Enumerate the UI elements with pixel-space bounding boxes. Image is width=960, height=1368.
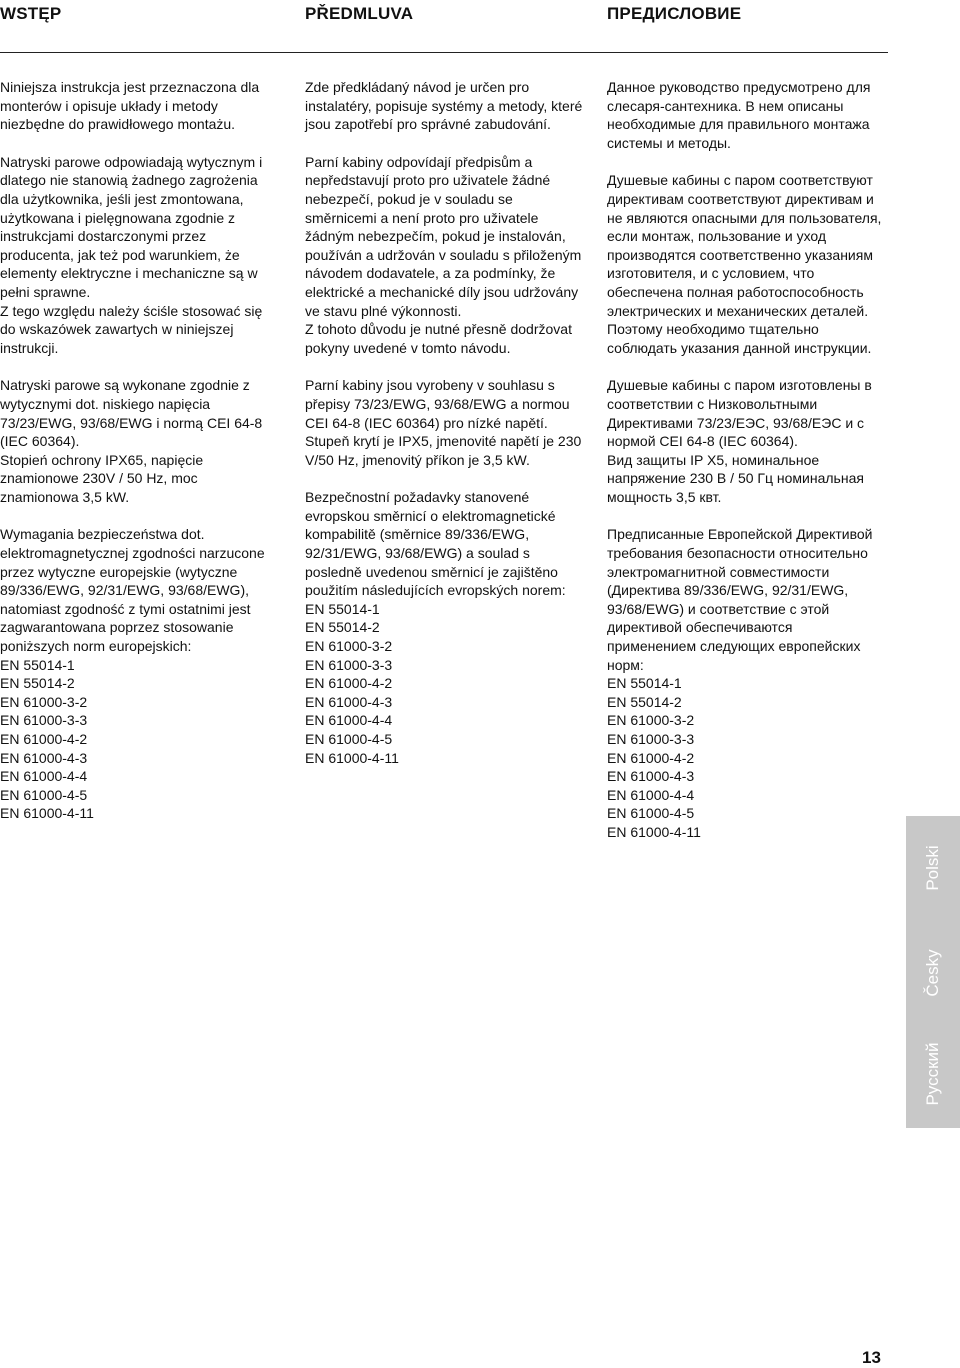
norm-item: EN 61000-4-4 — [305, 712, 393, 729]
emc-paragraph: Wymagania bezpieczeństwa dot. elektromagnetycznej zgodności narzucone przez wytyczne europejskie (wytyczne 89/336/EWG, 92/31/EWG, 93/68/EWG), natomiast zgodność z tymi ostatnimi jest zagwarantowana poprzez stosowanie poniższych norm europejskich: — [0, 526, 265, 655]
directives-paragraph: Natryski parowe odpowiadają wytycznym i dlatego nie stanowią żadnego zagrożenia dla użytkownika, jeśli jest zmontowana, użytkowana i pielęgnowana zgodnie z instrukcjami dostarczonymi przez producenta, jak też pod warunkiem, że elementy elektryczne i mechaniczne są w pełni sprawne. — [0, 153, 263, 300]
column-russian — [607, 78, 885, 842]
norm-item: EN 61000-4-2 — [0, 731, 88, 747]
norm-item: EN 55014-1 — [607, 675, 682, 692]
compliance-paragraph: Поэтому необходимо тщательно соблюдать указания данной инструкции. — [607, 321, 872, 356]
intro-paragraph: Данное руководство предусмотрено для слесаря-сантехника. В нем описаны необходимые для правильного монтажа системы и методы. — [607, 79, 871, 151]
norm-item: EN 61000-4-2 — [305, 675, 393, 692]
directives-paragraph: Душевые кабины с паром соответствуют директивам соответствуют директивам и не являются опасными для пользователя, если монтаж, пользование и уход производятся соответственно указаниям изготовителя, и с условием, что обеспечена полная работоспособность электрических и механических деталей. — [607, 172, 882, 319]
norm-item: EN 61000-4-11 — [607, 823, 701, 840]
norm-item: EN 55014-2 — [0, 675, 75, 692]
compliance-paragraph: Z tohoto důvodu je nutné přesně dodržovat pokyny uvedené v tomto návodu. — [305, 321, 572, 356]
emc-paragraph: Предписанные Европейской Директивой требования безопасности относительно электромагнитной совместимости (Директива 89/336/EWG, 92/31/EWG, 93/68/EWG) и соответствие с этой директивой обеспечиваются применением следующих европейских норм: — [607, 526, 873, 673]
norm-item: EN 55014-2 — [305, 619, 380, 636]
norm-item: EN 61000-4-3 — [305, 693, 393, 710]
language-tab — [906, 816, 960, 1128]
norm-item: EN 61000-4-11 — [305, 749, 399, 766]
norm-item: EN 61000-3-3 — [305, 656, 393, 673]
norm-item: EN 61000-3-2 — [607, 712, 695, 729]
column-czech — [305, 78, 583, 767]
norm-item: EN 61000-4-11 — [0, 805, 94, 822]
header-title-ru: ПРЕДИСЛОВИЕ — [607, 4, 742, 23]
norm-item: EN 61000-3-3 — [607, 731, 695, 747]
column-polish — [0, 78, 278, 823]
norm-item: EN 61000-3-2 — [0, 693, 88, 710]
page-number: 13 — [862, 1348, 881, 1367]
intro-paragraph: Zde předkládaný návod je určen pro instalatéry, popisuje systémy a metody, které jsou zapotřebí pro správné zabudování. — [305, 79, 583, 133]
norm-item: EN 61000-4-5 — [305, 731, 393, 747]
protection-paragraph: Stopień ochrony IPX65, napięcie znamionowe 230V / 50 Hz, moc znamionowa 3,5 kW. — [0, 451, 204, 505]
norm-item: EN 61000-4-3 — [607, 768, 695, 785]
voltage-paragraph: Parní kabiny jsou vyrobeny v souhlasu s přepisy 73/23/EWG, 93/68/EWG a normou CEI 64-8 (IEC 60364) pro nízké napětí. — [305, 377, 570, 431]
norms-list — [0, 656, 278, 823]
language-tab-russian: Русский — [923, 1042, 942, 1106]
header-title-pl: WSTĘP — [0, 4, 62, 23]
norm-item: EN 61000-4-2 — [607, 749, 695, 766]
intro-paragraph: Niniejsza instrukcja jest przeznaczona dla monterów i opisuje układy i metody niezbędne do prawidłowego montażu. — [0, 79, 260, 133]
compliance-paragraph: Z tego względu należy ściśle stosować się do wskazówek zawartych w niniejszej instrukcji. — [0, 302, 263, 356]
norm-item: EN 55014-2 — [607, 693, 682, 710]
norm-item: EN 61000-3-3 — [0, 712, 88, 729]
language-tab-cesky: Česky — [923, 949, 942, 997]
voltage-paragraph: Душевые кабины с паром изготовлены в соответствии с Низковольтными Директивами 73/23/ЕЭС, 93/68/ЕЭС и с нормой CEI 64-8 (IEC 60364). — [607, 377, 872, 450]
norm-item: EN 61000-4-4 — [0, 768, 88, 785]
language-tab-polski: Polski — [923, 845, 942, 891]
norm-item: EN 55014-1 — [305, 600, 380, 617]
protection-paragraph: Stupeň krytí je IPX5, jmenovité napětí je 230 V/50 Hz, jmenovitý příkon je 3,5 kW. — [305, 433, 582, 468]
norm-item: EN 61000-4-5 — [607, 805, 695, 822]
emc-paragraph: Bezpečnostní požadavky stanovené evropskou směrnicí o elektromagnetické kompabilitě (směrnice 89/336/EWG, 92/31/EWG, 93/68/EWG) a soulad s posledně uvedenou směrnicí je zajištěno použitím následujících evropských norem: — [305, 489, 566, 599]
voltage-paragraph: Natryski parowe są wykonane zgodnie z wytycznymi dot. niskiego napięcia 73/23/EWG, 93/68/EWG i normą CEI 64-8 (IEC 60364). — [0, 377, 263, 450]
norms-list — [305, 600, 583, 767]
norms-list — [607, 674, 885, 841]
header-title-cz: PŘEDMLUVA — [305, 4, 414, 23]
protection-paragraph: Вид защиты IP X5, номинальное напряжение 230 В / 50 Гц номинальная мощность 3,5 квт. — [607, 451, 864, 505]
norm-item: EN 61000-4-5 — [0, 786, 88, 803]
norm-item: EN 61000-4-3 — [0, 749, 88, 766]
norm-item: EN 61000-4-4 — [607, 786, 695, 803]
directives-paragraph: Parní kabiny odpovídají předpisům a nepředstavují proto pro uživatele žádné nebezpečí, pokud je v souladu se směrnicemi a není proto pro uživatele žádným nebezpečím, pokud je instalován, používán a udržován v souladu s přiloženým návodem dodavatele, a za podmínky, že elektrické a mechanické díly jsou udržovány ve stavu plné výkonnosti. — [305, 153, 582, 319]
header-divider — [0, 52, 888, 53]
norm-item: EN 61000-3-2 — [305, 638, 393, 655]
norm-item: EN 55014-1 — [0, 656, 75, 673]
